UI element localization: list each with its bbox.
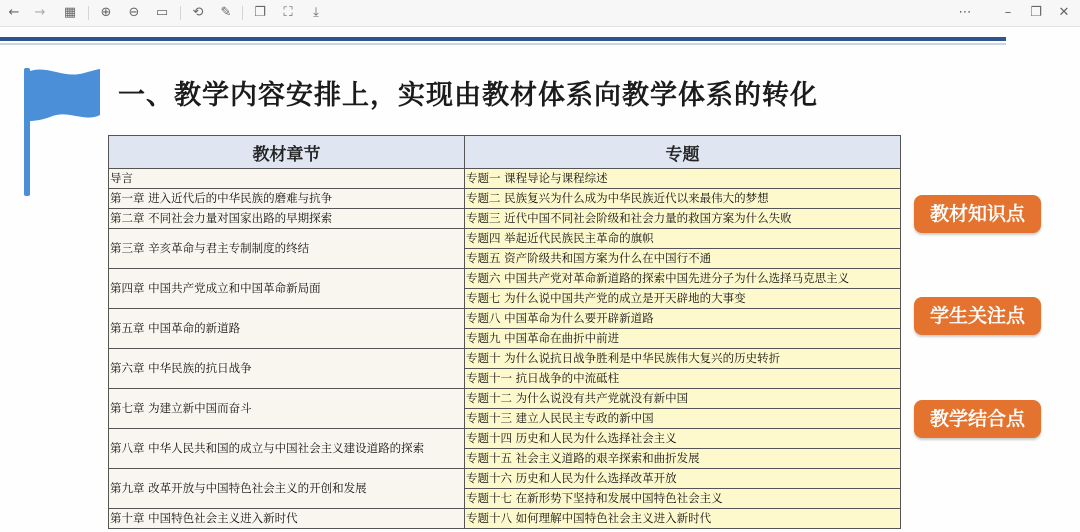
presentation-slide [0,27,1080,532]
minimize-icon[interactable]: – [1004,5,1012,20]
topic-cell: 专题十三 建立人民民主专政的新中国 [465,409,901,429]
topic-cell: 专题十八 如何理解中国特色社会主义进入新时代 [465,509,901,529]
table-row [109,269,901,289]
topic-cell: 专题八 中国革命为什么要开辟新道路 [465,309,901,329]
tag-teaching-combination: 教学结合点 [914,400,1041,438]
topic-cell: 专题十六 历史和人民为什么选择改革开放 [465,469,901,489]
header-chapter: 教材章节 [109,136,465,169]
chapter-cell: 第七章 为建立新中国而奋斗 [109,389,465,429]
table-row [109,389,901,409]
edit-icon[interactable]: ✎ [220,5,232,20]
chapter-cell: 第四章 中国共产党成立和中国革命新局面 [109,269,465,309]
table-header-row [109,136,901,169]
chapter-cell: 第十章 中国特色社会主义进入新时代 [109,509,465,529]
topic-cell: 专题一 课程导论与课程综述 [465,169,901,189]
tag-student-concern: 学生关注点 [914,297,1041,335]
chapter-cell: 导言 [109,169,465,189]
chapter-cell: 第二章 不同社会力量对国家出路的早期探索 [109,209,465,229]
chapter-cell: 第九章 改革开放与中国特色社会主义的开创和发展 [109,469,465,509]
table-row [109,229,901,249]
accent-bar-light [0,43,1006,45]
topic-cell: 专题九 中国革命在曲折中前进 [465,329,901,349]
topic-cell: 专题二 民族复兴为什么成为中华民族近代以来最伟大的梦想 [465,189,901,209]
more-icon[interactable]: ⋯ [958,5,972,20]
topic-cell: 专题十四 历史和人民为什么选择社会主义 [465,429,901,449]
rotate-icon[interactable]: ⟲ [192,5,204,20]
tag-textbook-knowledge: 教材知识点 [914,195,1041,233]
copy-icon[interactable]: ❐ [254,5,266,20]
header-topic: 专题 [465,136,901,169]
forward-icon[interactable]: → [34,5,46,20]
restore-icon[interactable]: ❐ [1030,5,1042,20]
back-icon[interactable]: ← [8,5,20,20]
topic-cell: 专题十七 在新形势下坚持和发展中国特色社会主义 [465,489,901,509]
zoom-out-icon[interactable]: ⊖ [128,5,140,20]
chapter-cell: 第一章 进入近代后的中华民族的磨难与抗争 [109,189,465,209]
flag-icon [14,65,104,200]
table-row [109,349,901,369]
chapter-cell: 第八章 中华人民共和国的成立与中国社会主义建设道路的探索 [109,429,465,469]
topic-cell: 专题六 中国共产党对革命新道路的探索中国先进分子为什么选择马克思主义 [465,269,901,289]
download-icon[interactable]: ⤓ [313,5,319,20]
chapter-cell: 第六章 中华民族的抗日战争 [109,349,465,389]
topic-cell: 专题三 近代中国不同社会阶级和社会力量的救国方案为什么失败 [465,209,901,229]
accent-bar [0,37,1006,41]
topic-cell: 专题十五 社会主义道路的艰辛探索和曲折发展 [465,449,901,469]
topic-cell: 专题十二 为什么说没有共产党就没有新中国 [465,389,901,409]
chapter-cell: 第三章 辛亥革命与君主专制制度的终结 [109,229,465,269]
topic-cell: 专题五 资产阶级共和国方案为什么在中国行不通 [465,249,901,269]
table-row [109,189,901,209]
viewer-toolbar [0,0,1080,27]
table-row [109,209,901,229]
table-row [109,469,901,489]
topic-cell: 专题七 为什么说中国共产党的成立是开天辟地的大事变 [465,289,901,309]
fit-page-icon[interactable]: ▭ [155,5,169,20]
topic-cell: 专题十一 抗日战争的中流砥柱 [465,369,901,389]
table-row [109,309,901,329]
curriculum-table [108,135,901,529]
topic-cell: 专题四 举起近代民族民主革命的旗帜 [465,229,901,249]
chapter-cell: 第五章 中国革命的新道路 [109,309,465,349]
fullscreen-icon[interactable]: ⛶ [283,5,293,20]
table-row [109,429,901,449]
table-row [109,509,901,529]
slide-title: 一、教学内容安排上，实现由教材体系向教学体系的转化 [118,80,818,111]
topic-cell: 专题十 为什么说抗日战争胜利是中华民族伟大复兴的历史转折 [465,349,901,369]
zoom-in-icon[interactable]: ⊕ [100,5,112,20]
table-row [109,169,901,189]
close-icon[interactable]: ✕ [1058,5,1070,20]
grid-icon[interactable]: ▦ [63,5,77,20]
